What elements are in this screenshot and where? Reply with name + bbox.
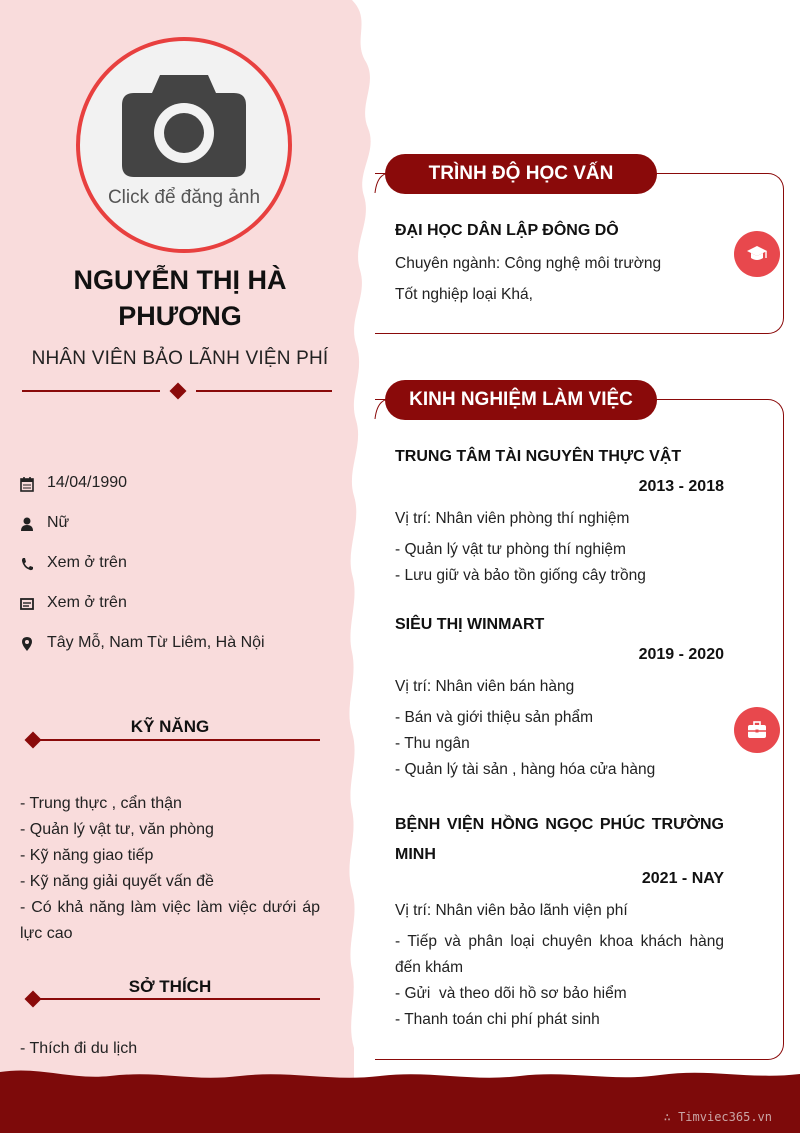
contact-address-text: Tây Mỗ, Nam Từ Liêm, Hà Nội — [47, 634, 265, 651]
title-divider-left — [22, 390, 160, 392]
list-item: - Tiếp và phân loại chuyên khoa khách hàng đến khám — [395, 933, 724, 976]
avatar-upload[interactable] — [76, 37, 292, 253]
education-major: Chuyên ngành: Công nghệ môi trường — [395, 255, 662, 272]
education-box — [375, 173, 784, 334]
list-item: - Quản lý vật tư, văn phòng — [20, 821, 214, 838]
hobbies-title: SỞ THÍCH — [128, 977, 212, 996]
education-school: ĐẠI HỌC DÂN LẬP ĐÔNG DÔ — [395, 222, 619, 239]
list-item: - Kỹ năng giao tiếp — [20, 847, 154, 864]
list-item: - Có khả năng làm việc làm việc dưới áp lực cao — [20, 899, 320, 942]
phone-icon — [20, 556, 34, 572]
list-item: - Kỹ năng giải quyết vấn đề — [20, 873, 214, 890]
contact-birthdate-text: 14/04/1990 — [47, 474, 128, 491]
job-tasks — [395, 705, 725, 783]
experience-badge — [734, 707, 780, 753]
education-grade: Tốt nghiệp loại Khá, — [395, 286, 533, 303]
user-icon — [20, 516, 34, 532]
job-company: SIÊU THỊ WINMART — [395, 616, 545, 633]
list-item: - Trung thực , cẩn thận — [20, 795, 182, 812]
experience-title: KINH NGHIỆM LÀM VIỆC — [385, 380, 657, 420]
watermark: ∴ Timviec365.vn — [663, 1110, 772, 1124]
job-company: BỆNH VIỆN HỒNG NGỌC PHÚC TRƯỜNG MINH — [395, 816, 724, 863]
job-period: 2021 - NAY — [641, 870, 724, 887]
avatar-upload-label: Click để đăng ảnh — [107, 187, 261, 208]
full-name: NGUYỄN THỊ HÀ PHƯƠNG — [73, 265, 287, 331]
list-item: - Gửi và theo dõi hồ sơ bảo hiểm — [395, 985, 627, 1002]
list-item: - Quản lý vật tư phòng thí nghiệm — [395, 541, 626, 558]
calendar-icon — [20, 476, 34, 492]
list-item: - Quản lý tài sản , hàng hóa cửa hàng — [395, 761, 656, 778]
list-item: - Thích đi du lịch — [20, 1040, 138, 1057]
list-item: - Lưu giữ và bảo tồn giống cây trồng — [395, 567, 646, 584]
job-position: Vị trí: Nhân viên bảo lãnh viện phí — [395, 902, 628, 919]
education-badge — [734, 231, 780, 277]
job-company: TRUNG TÂM TÀI NGUYÊN THỰC VẬT — [395, 448, 682, 465]
skills-title: KỸ NĂNG — [130, 717, 210, 736]
contact-email-text: Xem ở trên — [47, 594, 127, 611]
hobbies-list — [20, 1036, 320, 1062]
contact-gender-text: Nữ — [47, 514, 70, 531]
list-item: - Thanh toán chi phí phát sinh — [395, 1011, 600, 1028]
job-tasks — [395, 929, 724, 1033]
job-period: 2013 - 2018 — [638, 478, 724, 495]
skills-divider-line — [38, 739, 320, 741]
education-title: TRÌNH ĐỘ HỌC VẤN — [385, 154, 657, 194]
title-divider-right — [196, 390, 332, 392]
contact-phone-text: Xem ở trên — [47, 554, 127, 571]
skills-list — [20, 791, 320, 947]
job-title: NHÂN VIÊN BẢO LÃNH VIỆN PHÍ — [31, 348, 329, 369]
job-tasks — [395, 537, 725, 589]
email-icon — [20, 596, 34, 612]
camera-icon — [122, 71, 246, 179]
job-position: Vị trí: Nhân viên bán hàng — [395, 678, 575, 695]
hobbies-divider-line — [38, 998, 320, 1000]
job-period: 2019 - 2020 — [638, 646, 724, 663]
location-icon — [20, 636, 34, 652]
graduation-cap-icon — [746, 243, 768, 265]
list-item: - Thu ngân — [395, 735, 470, 752]
list-item: - Bán và giới thiệu sản phẩm — [395, 709, 593, 726]
briefcase-icon — [746, 719, 768, 741]
job-position: Vị trí: Nhân viên phòng thí nghiệm — [395, 510, 630, 527]
